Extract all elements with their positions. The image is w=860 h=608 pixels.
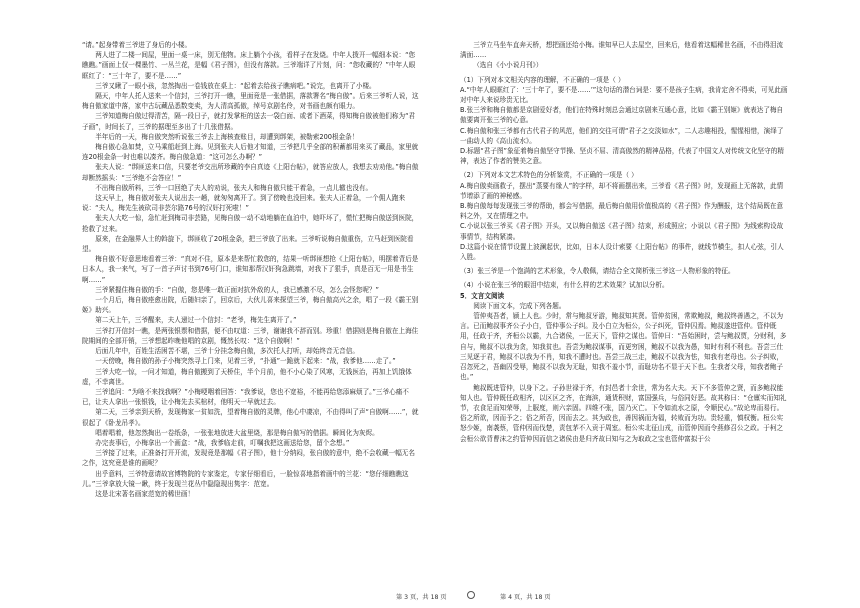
right-paragraph: （2）下列对本文艺术特色的分析鉴赏，不正确的一项是（ ） (460, 171, 638, 180)
left-paragraph: 唱着唱着，他忽然掏出一卷纸条，一张张地放进大盆里烧，那是梅自傲写的借据。瞬间化为灰烬。 (95, 428, 379, 437)
right-paragraph: 管仲夷吾者，颍上人也。少时，常与鲍叔牙游，鲍叔知其贤。管仲贫困，常欺鲍叔，鲍叔终善遇之，不以为言。已而鲍叔事齐公子小白，管仲事公子纠。及小白立为桓公，公子纠死，管仲囚焉。鲍叔遂进管仲。管仲既用，任政于齐，齐桓公以霸，九合诸侯，一匡天下，管仲之谋也。管仲曰：“吾始困时，尝与鲍叔贾，分财利，多自与，鲍叔不以我为贪，知我贫也。吾尝为鲍叔谋事，而更穷困，鲍叔不以我为愚，知时有利不利也。吾尝三仕三见逐于君，鲍叔不以我为不肖，知我不遭时也。吾尝三战三走，鲍叔不以我为怯，知我有老母也。公子纠败，召忽死之，吾幽囚受辱，鲍叔不以我为无耻，知我不羞小节，而耻功名不显于天下也。生我者父母，知我者鲍子也。” (460, 312, 787, 382)
right-paragraph: C.梅自傲和张三爷都有古代君子的风范，他们的交往可谓“君子之交淡如水”，二人志趣相投，惺惺相惜，演绎了一曲动人的《高山流水》。 (460, 126, 784, 145)
right-paragraph: A.“中年人眼眶红了：‘三十年了，要不是……’”这句话的潜台词是：要不是孩子生病，我肯定舍不得卖，可见此画对中年人来说珍贵无比。 (460, 85, 788, 105)
right-paragraph: D.这篇小说在情节设置上波澜起伏，比如，日本人设计索要《上阳台帖》的事件，就线节横生，扣人心弦，引人入胜。 (460, 242, 784, 262)
right-paragraph: B.梅自傲每每发现张三爷的帮助，都会写借据，最后梅自傲用价值极高的《君子图》作为酬报，这个结局既在意料之外，又在情理之中。 (460, 202, 784, 221)
page-number-left: 第 3 页，共 18 页 (396, 594, 447, 601)
left-paragraph: 三爷又瞅了一眼小孩，忽然掏出一卷钱放在桌上：“起着去给孩子瞧病吧。”说完，也离开了小楼。 (95, 81, 376, 90)
right-paragraph: A.梅自傲卖画救子，摆出“蒸要有缘人”的字样，却不将画摆出来，三爷看《君子图》时，发现画上无落款，此情节增添了画的神秘感。 (460, 181, 784, 200)
right-paragraph: B.张三爷和梅自傲都是京剧爱好者，他们在特殊时刻总会通过京剧来互通心意，比如《霸王别姬》就表达了梅自傲要离开张三爷的心意。 (460, 106, 784, 125)
left-paragraph: 后面几年中，百姓生活困苦不堪，三爷十分挂念梅自傲，多次托人打听，却始终音无音信。 (95, 347, 359, 356)
left-paragraph: 一天傍晚，梅自傲的孙子小梅突然寻上门来，见着三爷，“扑通”一跪就下起来：“战，我爹他……走了。” (95, 357, 396, 366)
right-paragraph: （4）小说在张三爷的眼泪中结束，有什么样的艺术效果？试加以分析。 (460, 281, 669, 290)
left-paragraph: 张夫人说：“绑匪送来口信，只要老爷交出所珍藏的李自真迹《上阳台帖》，就答应放人，我想去劝劝他。”梅自傲却断然摇头：“三爷绝不会答应！” (82, 163, 419, 182)
left-paragraph: 三爷接了过来，正准备打开开流，发现竟是那幅《君子图》，他十分纳闷，张自傲的意中，绝不会收藏一幅无名之作，这究竟是谁的画呢？ (82, 449, 415, 468)
left-paragraph: 这天早上，梅自傲对张夫人说出去一趟，就匆匆离开了。到了傍晚也没回来。张夫人正着急，一个佣人跑来说：“夫人，梅先生被砍司非芸尔路76号的汉奸打死啦！” (82, 194, 406, 213)
left-paragraph: 第二天，三爷亲到天桥，发现梅家一贫如洗，望着梅自傲的灵牌，他心中凄凉，不由得叫了声“自傲啊……”，就很起了《卧龙吊孝》。 (82, 408, 419, 427)
left-paragraph: 张夫人大吃一惊，急忙赶到梅司非芸路，见梅自傲一动不动地躺在血泊中，她吓坏了，慌忙把梅自傲送到医院，抢救了过来。 (82, 214, 419, 233)
page-number-right: 第 4 页，共 18 页 (500, 594, 551, 601)
right-paragraph: D.标题“君子图”象征着梅自傲坚守节操、坚贞不屈、清高傲然的精神品格，代表了中国文人对传统文化坚守的精神，表达了作者的赞美之意。 (460, 147, 784, 166)
right-paragraph: 三爷立马坐车直奔天桥，想把画还给小梅。谁知早已人去屋空，回来后，他看着这幅稀世名画，不由得泪流满面…… (460, 41, 784, 60)
left-paragraph: 出乎意料，三爷特意请故宫博物院的专家鉴定，专家仔细看后，一脸惊喜地指着画中的兰花：“您仔细瞧瞧这儿。”三爷拿放大镜一瞅，终于发现兰花丛中隐隐现出隽字：范宽。 (82, 469, 409, 488)
right-paragraph: （选自《小小说月刊》） (473, 61, 543, 70)
left-paragraph: 半年后的一天，梅自傲突然听说张三爷去上海核查账目，却遭到绑架，被勒索200根金条！ (95, 132, 359, 141)
left-paragraph: 这是北宋著名画家范宽的稀世画！ (95, 489, 195, 498)
left-paragraph: “请。”起身带着三爷进了身后的小楼。 (82, 41, 192, 49)
left-paragraph: 不出梅自傲所料，三爷一口回绝了夫人的劝说，张夫人和梅自傲只能干着急，一点儿辙也没有。 (95, 183, 373, 192)
left-paragraph: 隔天，中年人托人送来一个信封，三爷打开一瞧，里面竟是一张借据，落款署名“梅自傲”。后来三爷听人说，这梅自傲家道中落，家中古玩藏品悉数变卖，为人清高孤傲，绰号京剧名伶，对书画也颇有眼力。 (82, 92, 419, 111)
left-paragraph: 第二天上午，三爷醒来，夫人递过一个信封：“老爷，梅先生离开了。” (95, 316, 297, 325)
left-paragraph: 三爷紧握住梅自傲的手：“自傲，您是唯一敢正面对抗外敌的人，我已感激不尽，怎么会怪您呢？” (95, 285, 379, 294)
left-paragraph: 三爷知道梅自傲过得清苦，隔一段日子，就打发掌柜的送去一袋白面、或者下酒菜，得知梅自傲被他们称为“君子画”，时间长了，三爷的据理至多出了十几张借据。 (82, 112, 416, 131)
right-paragraph: 5．文言文阅读 (460, 291, 505, 300)
left-paragraph: 三爷大吃一惊，一问才知道，梅自傲搬到了天桥住，半个月前，他不小心染了风寒，无钱医治，再加上饥饿体虚，不幸离世。 (82, 367, 412, 386)
right-paragraph: C.小说以张三爷买《君子图》开头，又以梅自傲送《君子图》结束，形成照应；小说以《君子图》为线索构设故事情节，结构紧凑。 (460, 222, 784, 241)
left-paragraph: 三爷追问：“为啥不来找我啊？”小梅哽咽着回答：“我爹说，您也不宽裕，不能再给您添麻烦了。”三爷心痛不已，让夫人拿出一张银钱，让小梅先去买棺材，他明天一早就过去。 (82, 387, 409, 407)
left-paragraph: 办完丧事后，小梅拿出一个画盒：“战，我爹临走前，叮嘱我把这画送给您，留个念想。” (95, 438, 350, 447)
left-column (82, 40, 420, 499)
left-paragraph: 梅自傲心急如焚，立马乘船赶到上海。见到张夫人后他才知道，三爷把几乎全部的积蓄都用来买了藏品，家里就连20根金条一时也难以凑齐。梅自傲急道：“这可怎么办啊？” (82, 143, 419, 162)
right-paragraph: 鲍叔既进管仲，以身下之。子孙世禄于齐，有封邑者十余世，常为名大夫。天下不多管仲之贤，而多鲍叔能知人也。管仲既任政相齐，以区区之齐，在海滨，通货积财，富国强兵，与俗同好恶。故其称曰：“仓廪实而知礼节，衣食足而知荣辱，上服度，则六亲固。四维不张，国乃灭亡。下令如流水之原，令顺民心。”故论卑而易行。俗之所欲，因而予之；俗之所否，因而去之。其为政也，善因祸而为福，转败而为功。贵轻重，慎权衡。桓公实怒少姬，南袭蔡，管仲因而伐楚，责包茅不入贡于周室。桓公实北征山戎，而管仲因而令燕修召公之政。于柯之会桓公欲背曹沫之约管仲因而信之诸侯由是归齐故曰知与之为取政之宝也管仲富拟于公 (460, 383, 787, 443)
right-paragraph: （3）张三爷是一个饱满的艺术形象，令人敬佩，请结合全文简析张三爷这一人物形象的特征。 (460, 267, 735, 276)
right-paragraph: （1）下列对本文相关内容的理解，不正确的一项是（ ） (460, 75, 625, 84)
left-paragraph: 一个月后，梅自傲痊愈出院，后随妇亲了，回京后，大伙儿喜来探望三爷，梅自傲高兴之余，唱了一段《霸王别姬》助兴。 (82, 296, 419, 315)
left-paragraph: 梅自傲不好意思地看着三爷：“真对不住，原本是来帮忙救您的，结果一听绑匪想抢《上阳台帖》，明摆着背后是日本人，我一来气，写了一首子声讨书到76号门口，谁知那帮汉奸狗急跳墙，对我下了狠手，真是百无一用是书生啊……” (82, 255, 419, 284)
left-paragraph: 两人进了二楼一间屋，里面一桌一床，别无他物。床上躺个小孩，看样子在发烧。中年人拨开一幅细本说：“您瞧瞧。”画面上仅一棵墨竹、一丛兰花，是幅《君子图》，但没有落款。三爷端详了片刻，问：“您收藏的？”中年人眼眶红了：“三十年了，要不是……” (82, 51, 416, 80)
right-column (460, 40, 788, 444)
center-circle-icon (467, 591, 475, 599)
left-paragraph: 三爷打开信封一瞧，是两张银票和借据，便不由叹道：三爷，谢谢我不辞而别。珍重！借据则是梅自傲在上海住院期间的全部开销，三爷想起昨晚他唱的京剧，慨然长叹：“这个自傲啊！” (82, 326, 419, 345)
right-paragraph: 阅读下面文本，完成下列各题。 (473, 301, 566, 310)
left-paragraph: 原来，在金融界人士的斡旋下，绑匪收了20根金条，把三爷放了出来。三爷听说梅自傲重伤，立马赶到医院看望。 (82, 234, 414, 254)
